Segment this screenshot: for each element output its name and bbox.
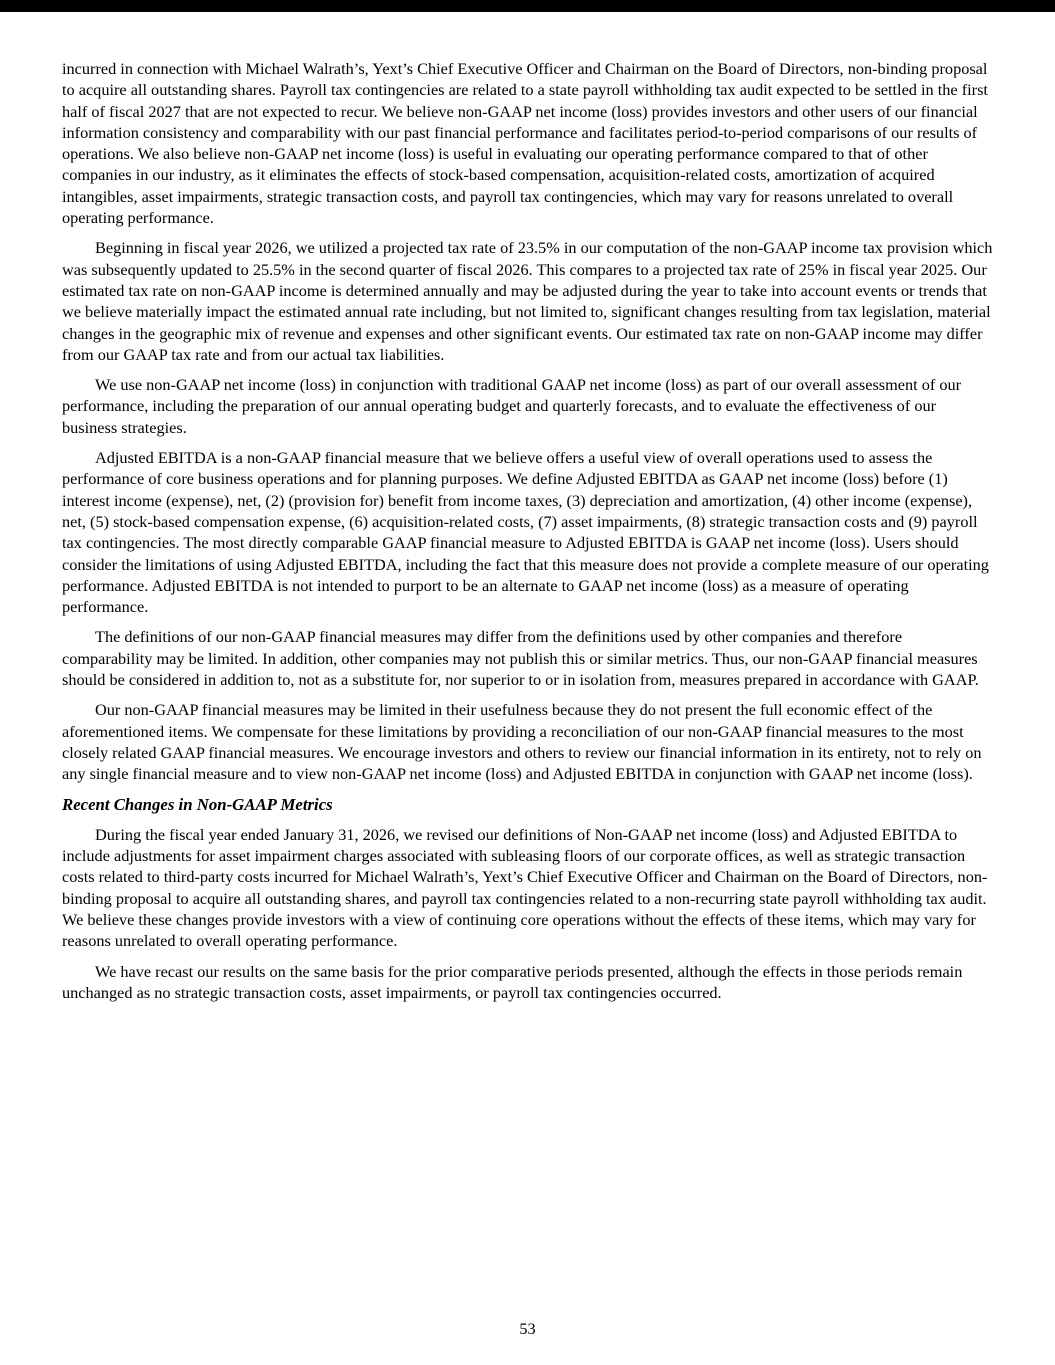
body-paragraph: Our non-GAAP financial measures may be limited in their usefulness because they do not present the full economic effect of the aforementioned items. We compensate for these limitations by providing a reconciliation of our non-GAAP financial measures to the most closely related GAAP financial measures. We encourage investors and others to review our financial information in its entirety, not to rely on any single financial measure and to view non-GAAP net income (loss) and Adjusted EBITDA in conjunction with GAAP net income (loss). bbox=[62, 700, 982, 784]
body-paragraph: We have recast our results on the same basis for the prior comparative periods presented, although the effects in those periods remain unchanged as no strategic transaction costs, asset impairments, or payroll tax contingencies occurred. bbox=[62, 961, 963, 1002]
page-number: 53 bbox=[519, 1319, 536, 1338]
section-heading: Recent Changes in Non-GAAP Metrics bbox=[62, 794, 333, 814]
top-black-bar bbox=[0, 0, 1055, 12]
body-paragraph: Beginning in fiscal year 2026, we utilized a projected tax rate of 23.5% in our computation of the non-GAAP income tax provision which was subsequently updated to 25.5% in the second quarter of fiscal 2026. This compares to a projected tax rate of 25% in fiscal year 2025. Our estimated tax rate on non-GAAP income is determined annually and may be adjusted during the year to take into account events or trends that we believe materially impact the estimated annual rate including, but not limited to, significant changes resulting from tax legislation, material changes in the geographic mix of revenue and expenses and other significant events. Our estimated tax rate on non-GAAP income may differ from our GAAP tax rate and from our actual tax liabilities. bbox=[62, 238, 993, 364]
body-paragraph: Adjusted EBITDA is a non-GAAP financial measure that we believe offers a useful view of overall operations used to assess the performance of core business operations and for planning purposes. We define Adjusted EBITDA as GAAP net income (loss) before (1) interest income (expense), net, (2) (provision for) benefit from income taxes, (3) depreciation and amortization, (4) other income (expense), net, (5) stock-based compensation expense, (6) acquisition-related costs, (7) asset impairments, (8) strategic transaction costs and (9) payroll tax contingencies. The most directly comparable GAAP financial measure to Adjusted EBITDA is GAAP net income (loss). Users should consider the limitations of using Adjusted EBITDA, including the fact that this measure does not provide a complete measure of our operating performance. Adjusted EBITDA is not intended to purport to be an alternate to GAAP net income (loss) as a measure of operating performance. bbox=[62, 448, 989, 617]
body-paragraph: The definitions of our non-GAAP financial measures may differ from the definitions used by other companies and therefore comparability may be limited. In addition, other companies may not publish this or similar metrics. Thus, our non-GAAP financial measures should be considered in addition to, not as a substitute for, nor superior to or in isolation from, measures prepared in accordance with GAAP. bbox=[62, 627, 979, 690]
body-paragraph: We use non-GAAP net income (loss) in conjunction with traditional GAAP net income (loss) as part of our overall assessment of our performance, including the preparation of our annual operating budget and quarterly forecasts, and to evaluate the effectiveness of our business strategies. bbox=[62, 375, 962, 437]
document-body bbox=[62, 58, 995, 1012]
body-paragraph: During the fiscal year ended January 31, 2026, we revised our definitions of Non-GAAP net income (loss) and Adjusted EBITDA to include adjustments for asset impairment charges associated with subleasing floors of our corporate offices, as well as strategic transaction costs related to third-party costs incurred for Michael Walrath’s, Yext’s Chief Executive Officer and Chairman on the Board of Directors, non-binding proposal to acquire all outstanding shares, and payroll tax contingencies related to a non-recurring state payroll withholding tax audit. We believe these changes provide investors with a view of continuing core operations without the effects of these items, which may vary for reasons unrelated to overall operating performance. bbox=[62, 824, 988, 951]
body-paragraph: incurred in connection with Michael Walrath’s, Yext’s Chief Executive Officer and Chairman on the Board of Directors, non-binding proposal to acquire all outstanding shares. Payroll tax contingencies are related to a state payroll withholding tax audit expected to be settled in the first half of fiscal 2027 that are not expected to recur. We believe non-GAAP net income (loss) provides investors and other users of our financial information consistency and comparability with our past financial performance and facilitates period-to-period comparisons of our results of operations. We also believe non-GAAP net income (loss) is useful in evaluating our operating performance compared to that of other companies in our industry, as it eliminates the effects of stock-based compensation, acquisition-related costs, amortization of acquired intangibles, asset impairments, strategic transaction costs, and payroll tax contingencies, which may vary for reasons unrelated to overall operating performance. bbox=[62, 59, 988, 228]
